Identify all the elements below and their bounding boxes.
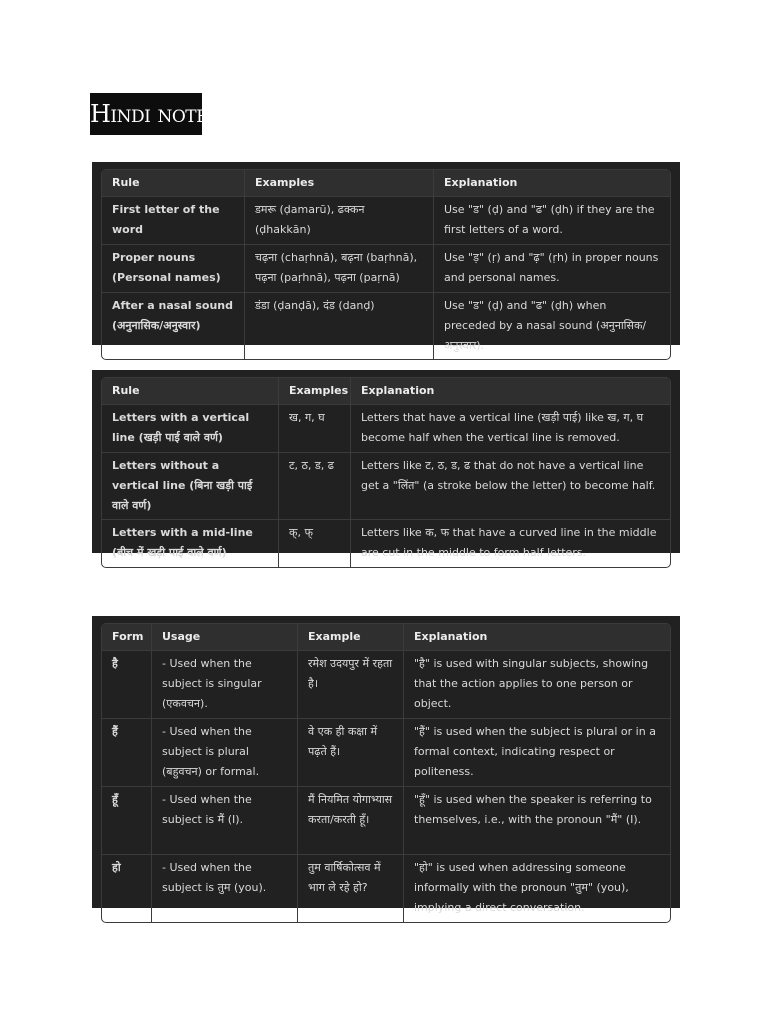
verb-forms-table bbox=[101, 623, 671, 923]
example-cell: मैं नियमित योगाभ्यास करता/करती हूँ। bbox=[297, 787, 403, 855]
table-row bbox=[102, 245, 670, 293]
explanation-cell: Letters that have a vertical line (खड़ी पाई) like ख, ग, घ become half when the vertical line is removed. bbox=[350, 405, 670, 453]
column-header-form: Form bbox=[102, 624, 151, 651]
example-cell: वे एक ही कक्षा में पढ़ते हैं। bbox=[297, 719, 403, 787]
form-cell: हो bbox=[112, 861, 121, 874]
column-header-explanation: Explanation bbox=[350, 378, 670, 405]
table-row bbox=[102, 405, 670, 453]
explanation-cell: "हूँ" is used when the speaker is referring to themselves, i.e., with the pronoun "मैं" (I). bbox=[403, 787, 670, 855]
table-card-retroflex-rules bbox=[92, 162, 680, 352]
usage-cell: - Used when the subject is plural (बहुवचन) or formal. bbox=[151, 719, 297, 787]
column-header-examples: Examples bbox=[244, 170, 433, 197]
rule-cell: Letters with a vertical line (खड़ी पाई वाले वर्ण) bbox=[102, 405, 278, 453]
table-row bbox=[102, 520, 670, 567]
rule-cell: After a nasal sound (अनुनासिक/अनुस्वार) bbox=[112, 299, 233, 332]
explanation-cell: Letters like क, फ that have a curved line in the middle are cut in the middle to form half letters. bbox=[350, 520, 670, 567]
rule-cell: Letters without a vertical line (बिना खड़ी पाई वाले वर्ण) bbox=[102, 453, 278, 520]
explanation-cell: Use "ड" (ḍ) and "ढ" (ḍh) when preceded by a nasal sound (अनुनासिक/अनुस्वार). bbox=[433, 293, 670, 359]
explanation-cell: "है" is used with singular subjects, showing that the action applies to one person or object. bbox=[403, 651, 670, 719]
column-header-explanation: Explanation bbox=[433, 170, 670, 197]
table-card-verb-forms bbox=[92, 616, 680, 914]
retroflex-rules-table bbox=[101, 169, 671, 360]
explanation-cell: "हैं" is used when the subject is plural or in a formal context, indicating respect or politeness. bbox=[403, 719, 670, 787]
column-header-usage: Usage bbox=[151, 624, 297, 651]
table-row bbox=[102, 787, 670, 855]
column-header-rule: Rule bbox=[102, 378, 278, 405]
explanation-cell: Use "ड़" (ṛ) and "ढ़" (ṛh) in proper nouns and personal names. bbox=[433, 245, 670, 293]
half-letter-rules-table bbox=[101, 377, 671, 568]
examples-cell: डमरू (ḍamarū), ढक्कन (ḍhakkān) bbox=[244, 197, 433, 245]
column-header-rule: Rule bbox=[102, 170, 244, 197]
table-row bbox=[102, 719, 670, 787]
form-cell: हैं bbox=[102, 719, 151, 787]
explanation-cell: Letters like ट, ठ, ड, ढ that do not have a vertical line get a "लिंत" (a stroke below the letter) to become half. bbox=[350, 453, 670, 520]
table-row bbox=[102, 651, 670, 719]
rule-cell: First letter of the word bbox=[102, 197, 244, 245]
explanation-cell: Use "ड" (ḍ) and "ढ" (ḍh) if they are the first letters of a word. bbox=[433, 197, 670, 245]
usage-cell: - Used when the subject is तुम (you). bbox=[151, 855, 297, 922]
table-row bbox=[102, 197, 670, 245]
examples-cell: चढ़ना (chaṛhnā), बढ़ना (baṛhnā), पढ़ना (paṛhnā), पढ़ना (paṛnā) bbox=[244, 245, 433, 293]
example-cell: तुम वार्षिकोत्सव में भाग ले रहे हो? bbox=[297, 855, 403, 922]
examples-cell: क्, फ् bbox=[278, 520, 350, 567]
page-title: Hindi notes bbox=[90, 93, 202, 135]
rule-cell: Proper nouns (Personal names) bbox=[102, 245, 244, 293]
form-cell: हूँ bbox=[102, 787, 151, 855]
rule-cell: Letters with a mid-line (बीच में खड़ी पाई वाले वर्ण) bbox=[112, 526, 253, 559]
table-header-row bbox=[102, 378, 670, 405]
table-header-row bbox=[102, 624, 670, 651]
table-row bbox=[102, 453, 670, 520]
usage-cell: - Used when the subject is singular (एकवचन). bbox=[151, 651, 297, 719]
table-row bbox=[102, 293, 670, 359]
column-header-example: Example bbox=[297, 624, 403, 651]
usage-cell: - Used when the subject is मैं (I). bbox=[151, 787, 297, 855]
table-card-half-letter-rules bbox=[92, 370, 680, 559]
column-header-explanation: Explanation bbox=[403, 624, 670, 651]
explanation-cell: "हो" is used when addressing someone informally with the pronoun "तुम" (you), implying a direct conversation. bbox=[403, 855, 670, 922]
examples-cell: ट, ठ, ड, ढ bbox=[278, 453, 350, 520]
table-header-row bbox=[102, 170, 670, 197]
column-header-examples: Examples bbox=[278, 378, 350, 405]
table-row bbox=[102, 855, 670, 922]
form-cell: है bbox=[102, 651, 151, 719]
examples-cell: डंडा (ḍanḍā), दंड (danḍ) bbox=[244, 293, 433, 359]
examples-cell: ख, ग, घ bbox=[278, 405, 350, 453]
example-cell: रमेश उदयपुर में रहता है। bbox=[297, 651, 403, 719]
